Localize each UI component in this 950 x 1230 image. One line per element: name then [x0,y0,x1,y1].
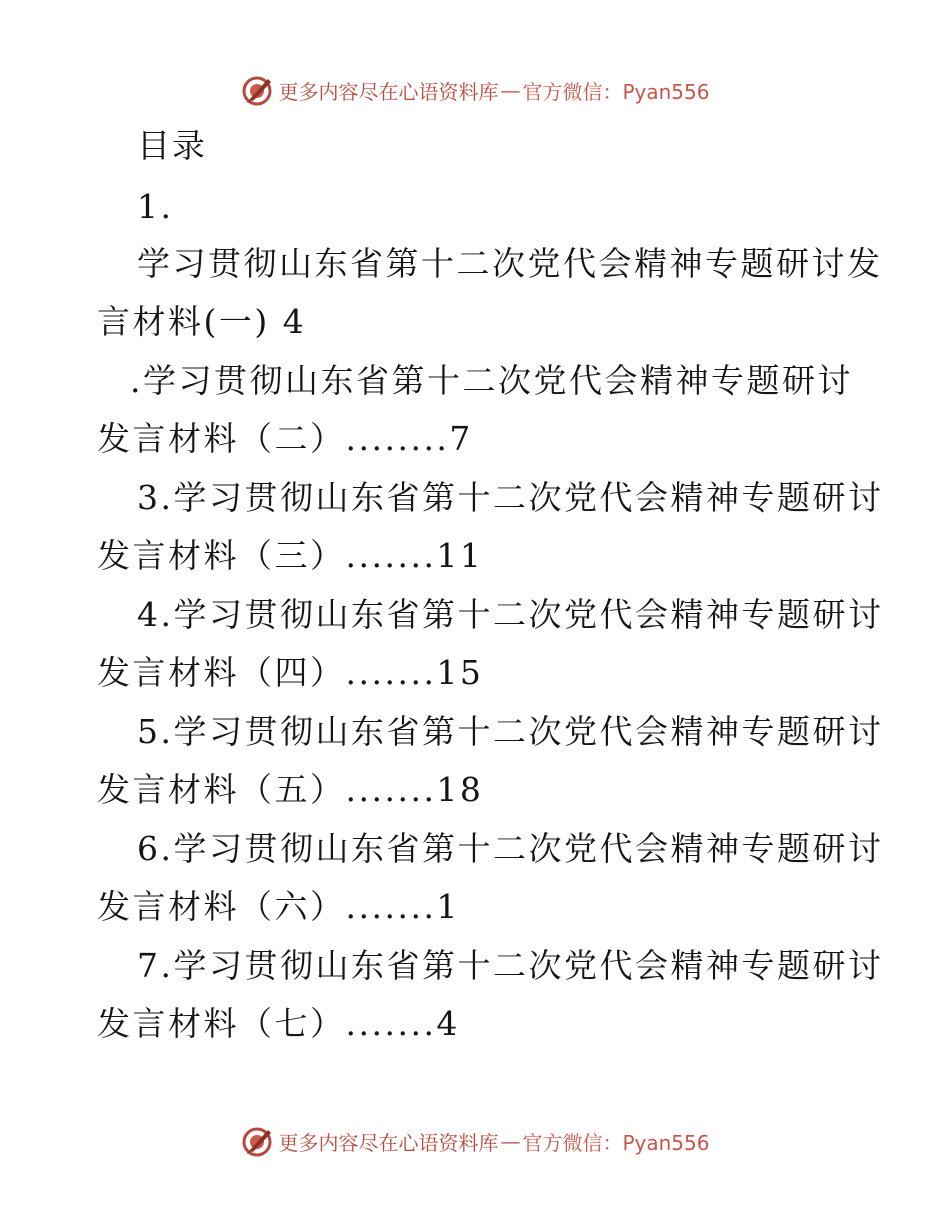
watermark-dash: — [500,78,521,102]
footer-watermark [0,1121,950,1161]
toc-line: 发言材料（四）.......15 [97,653,484,692]
toc-line: 发言材料（七）.......4 [97,1004,460,1043]
toc-line: 6.学习贯彻山东省第十二次党代会精神专题研讨 [137,829,884,868]
watermark-contact: 官方微信：Pyan556 [522,79,710,104]
toc-line: 学习贯彻山东省第十二次党代会精神专题研讨发 [137,244,883,283]
watermark-text: 更多内容尽在心语资料库 [278,79,499,104]
toc-line: 发言材料（二）........7 [97,419,473,458]
toc-line: 1. [137,187,174,226]
watermark-text: 更多内容尽在心语资料库 [278,1130,499,1155]
watermark-contact: 官方微信：Pyan556 [522,1130,710,1155]
toc-line: 5.学习贯彻山东省第十二次党代会精神专题研讨 [137,712,884,751]
toc-line: .学习贯彻山东省第十二次党代会精神专题研讨 [130,361,853,400]
header-watermark [0,70,950,110]
watermark-dash: — [500,1129,521,1153]
toc-line: 发言材料（五）.......18 [97,770,484,809]
toc-line: 言材料(一) 4 [97,302,307,341]
toc-line: 7.学习贯彻山东省第十二次党代会精神专题研讨 [137,946,884,985]
toc-title: 目录 [137,126,207,165]
toc-line: 3.学习贯彻山东省第十二次党代会精神专题研讨 [137,478,884,517]
quill-seal-icon [240,1124,274,1158]
toc-line: 发言材料（三）.......11 [97,536,484,575]
toc-line: 发言材料（六）.......1 [97,887,460,926]
quill-seal-icon [240,73,274,107]
toc-line: 4.学习贯彻山东省第十二次党代会精神专题研讨 [137,595,884,634]
